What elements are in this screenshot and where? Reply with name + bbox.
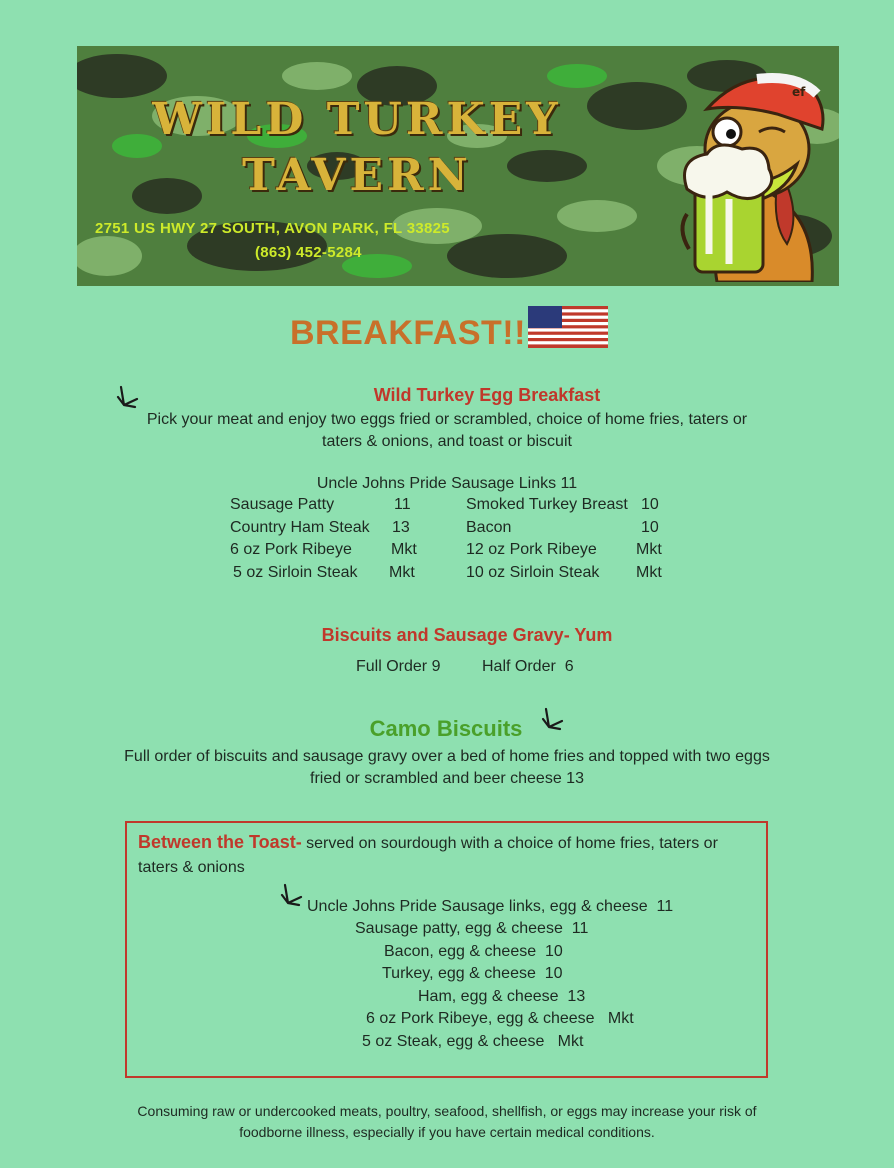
menu-item-name: 6 oz Pork Ribeye — [230, 541, 352, 558]
toast-item: Bacon, egg & cheese 10 — [384, 943, 563, 960]
menu-item-price: 13 — [392, 519, 410, 536]
menu-item-price: Mkt — [636, 564, 662, 581]
camo-biscuits-title: Camo Biscuits — [369, 716, 523, 741]
us-flag-icon — [528, 306, 608, 348]
between-the-toast-title: Between the Toast- — [138, 832, 302, 852]
menu-item-price: 11 — [394, 496, 411, 513]
egg-breakfast-top-item: Uncle Johns Pride Sausage Links 11 — [316, 475, 578, 492]
banner-title-line1: WILD TURKEY — [152, 94, 562, 145]
menu-item-name: Smoked Turkey Breast — [466, 496, 628, 513]
banner — [77, 46, 839, 286]
camo-biscuits-desc-line1: Full order of biscuits and sausage gravy over a bed of home fries and topped with two eggs — [124, 748, 770, 765]
disclaimer-line2: foodborne illness, especially if you have certain medical conditions. — [239, 1124, 655, 1140]
egg-breakfast-desc-line1: Pick your meat and enjoy two eggs fried or scrambled, choice of home fries, taters or — [146, 411, 748, 428]
breakfast-title: BREAKFAST!! — [290, 314, 526, 352]
egg-breakfast-desc-line2: taters & onions, and toast or biscuit — [322, 433, 572, 450]
banner-address: 2751 US HWY 27 SOUTH, AVON PARK, FL 33825 — [95, 220, 450, 237]
camo-biscuits-desc-line2: fried or scrambled and beer cheese 13 — [310, 770, 584, 787]
menu-item-price: Mkt — [389, 564, 415, 581]
menu-item-name: 12 oz Pork Ribeye — [466, 541, 597, 558]
menu-item-price: 10 — [641, 519, 659, 536]
banner-title-line2: TAVERN — [242, 150, 472, 201]
menu-item-name: 10 oz Sirloin Steak — [466, 564, 600, 581]
menu-item-price: Mkt — [636, 541, 662, 558]
banner-phone: (863) 452-5284 — [255, 244, 362, 261]
egg-breakfast-title: Wild Turkey Egg Breakfast — [373, 385, 601, 405]
toast-item: Ham, egg & cheese 13 — [418, 988, 586, 1005]
menu-item-price: Mkt — [391, 541, 417, 558]
gravy-full-order: Full Order 9 — [356, 658, 441, 675]
menu-item-name: Sausage Patty — [230, 496, 335, 513]
toast-item: Turkey, egg & cheese 10 — [382, 965, 563, 982]
menu-item-name: Bacon — [466, 519, 512, 536]
between-the-toast-header — [138, 832, 718, 853]
turkey-mascot-icon — [597, 54, 827, 282]
disclaimer-line1: Consuming raw or undercooked meats, poultry, seafood, shellfish, or eggs may increase your risk of — [137, 1103, 757, 1119]
between-the-toast-desc-line2: taters & onions — [138, 859, 245, 876]
svg-text:ef: ef — [792, 85, 806, 99]
beer-mug-icon — [682, 145, 771, 272]
disclaimer — [0, 1101, 894, 1143]
gravy-title: Biscuits and Sausage Gravy- Yum — [321, 625, 613, 645]
menu-item-name: 5 oz Sirloin Steak — [233, 564, 358, 581]
gravy-half-order: Half Order 6 — [482, 658, 574, 675]
toast-item: Uncle Johns Pride Sausage links, egg & cheese 11 — [307, 898, 674, 915]
menu-item-price: 10 — [641, 496, 659, 513]
toast-item: 5 oz Steak, egg & cheese Mkt — [362, 1033, 584, 1050]
toast-item: Sausage patty, egg & cheese 11 — [355, 920, 589, 937]
toast-item: 6 oz Pork Ribeye, egg & cheese Mkt — [366, 1010, 634, 1027]
between-the-toast-desc-line1: served on sourdough with a choice of home fries, taters or — [301, 835, 718, 852]
menu-item-name: Country Ham Steak — [230, 519, 370, 536]
